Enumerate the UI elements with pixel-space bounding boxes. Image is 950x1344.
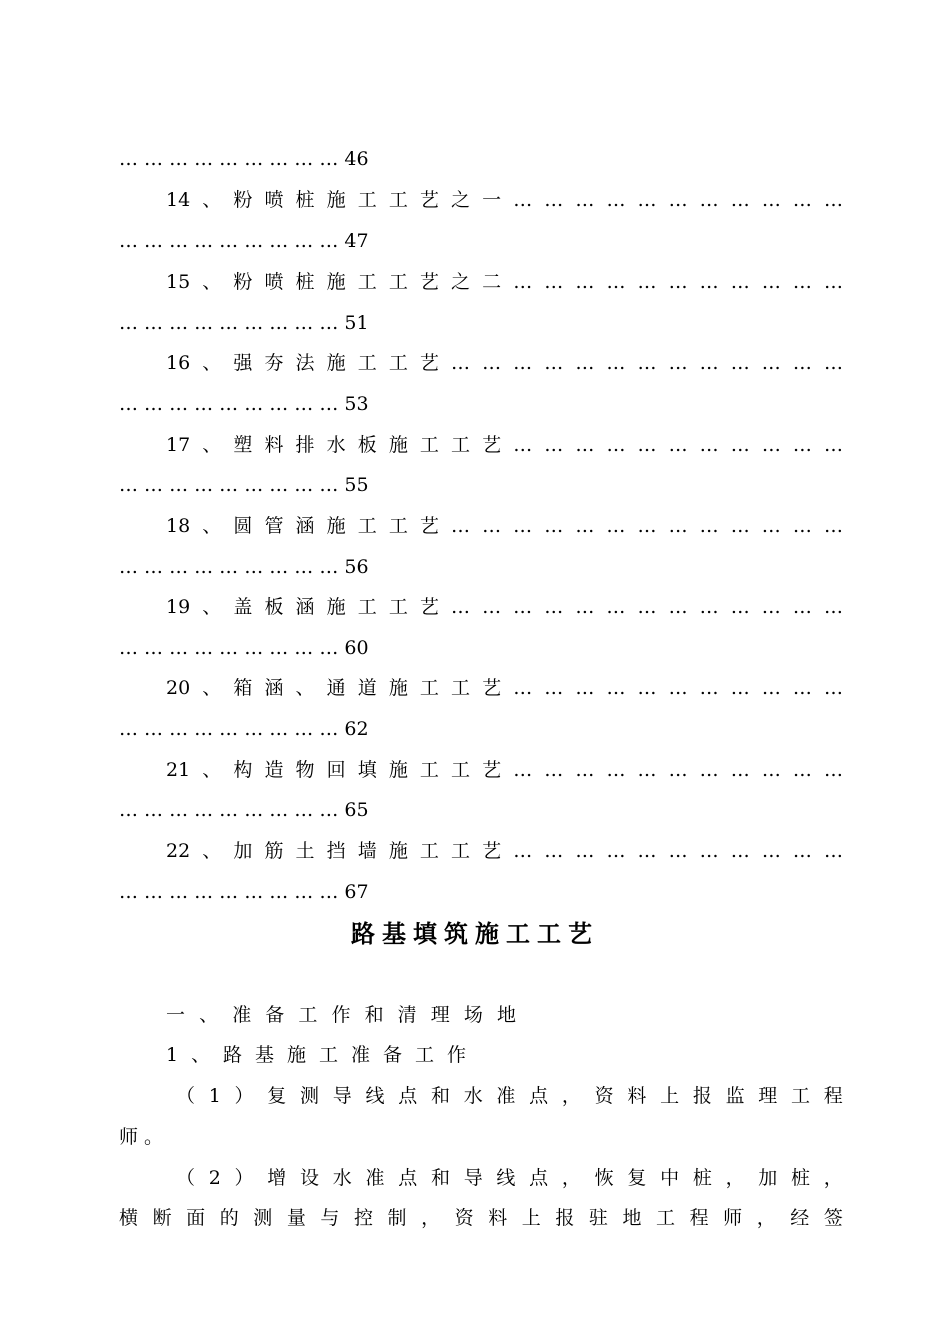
- toc-entry: 18 、 圆 管 涵 施 工 工 艺 … … … … … … … … … … … … …: [166, 515, 843, 537]
- toc-entry: 21 、 构 造 物 回 填 施 工 工 艺 … … … … … … … … … … …: [166, 759, 843, 781]
- body-paragraph-line-text: 师 。: [119, 1126, 163, 1148]
- toc-entry: 14 、 粉 喷 桩 施 工 工 艺 之 一 … … … … … … … … … … …: [166, 189, 843, 211]
- toc-page-line: … … … … … … … … … 60: [119, 637, 369, 659]
- body-paragraph-line: （ 1 ） 复 测 导 线 点 和 水 准 点 ， 资 料 上 报 监 理 工 程: [176, 1085, 843, 1107]
- toc-page-line: … … … … … … … … … 51: [119, 312, 369, 334]
- toc-page-line: … … … … … … … … … 62: [119, 718, 369, 740]
- toc-page-line: … … … … … … … … … 47: [119, 230, 369, 252]
- toc-entry: 20 、 箱 涵 、 通 道 施 工 工 艺 … … … … … … … … … … …: [166, 677, 843, 699]
- toc-entry: 17 、 塑 料 排 水 板 施 工 工 艺 … … … … … … … … … … …: [166, 434, 843, 456]
- toc-entry: 19 、 盖 板 涵 施 工 工 艺 … … … … … … … … … … … … …: [166, 596, 843, 618]
- section-title: 路基填筑施工工艺: [351, 919, 599, 948]
- body-paragraph-line: （ 2 ） 增 设 水 准 点 和 导 线 点 ， 恢 复 中 桩 ， 加 桩 ，: [176, 1167, 843, 1189]
- body-paragraph-line: [119, 1120, 179, 1154]
- toc-page-line: … … … … … … … … … 65: [119, 799, 369, 821]
- toc-entry: 16 、 强 夯 法 施 工 工 艺 … … … … … … … … … … … … …: [166, 352, 843, 374]
- toc-entry: 15 、 粉 喷 桩 施 工 工 艺 之 二 … … … … … … … … … … …: [166, 271, 843, 293]
- section-heading-text: 一 、 准 备 工 作 和 清 理 场 地: [166, 1004, 516, 1026]
- body-paragraph-line: 横 断 面 的 测 量 与 控 制 ， 资 料 上 报 驻 地 工 程 师 ， 经 签: [119, 1207, 843, 1229]
- toc-page-line: … … … … … … … … … 67: [119, 881, 369, 903]
- toc-page-line: … … … … … … … … … 55: [119, 474, 369, 496]
- subsection-heading-text: 1 、 路 基 施 工 准 备 工 作: [166, 1044, 466, 1066]
- section-heading: [166, 998, 526, 1032]
- subsection-heading: [166, 1038, 476, 1072]
- toc-entry: 22 、 加 筋 土 挡 墙 施 工 工 艺 … … … … … … … … … … …: [166, 840, 843, 862]
- toc-page-line: … … … … … … … … … 56: [119, 556, 369, 578]
- toc-page-line: … … … … … … … … … 46: [119, 148, 369, 170]
- toc-page-line: … … … … … … … … … 53: [119, 393, 369, 415]
